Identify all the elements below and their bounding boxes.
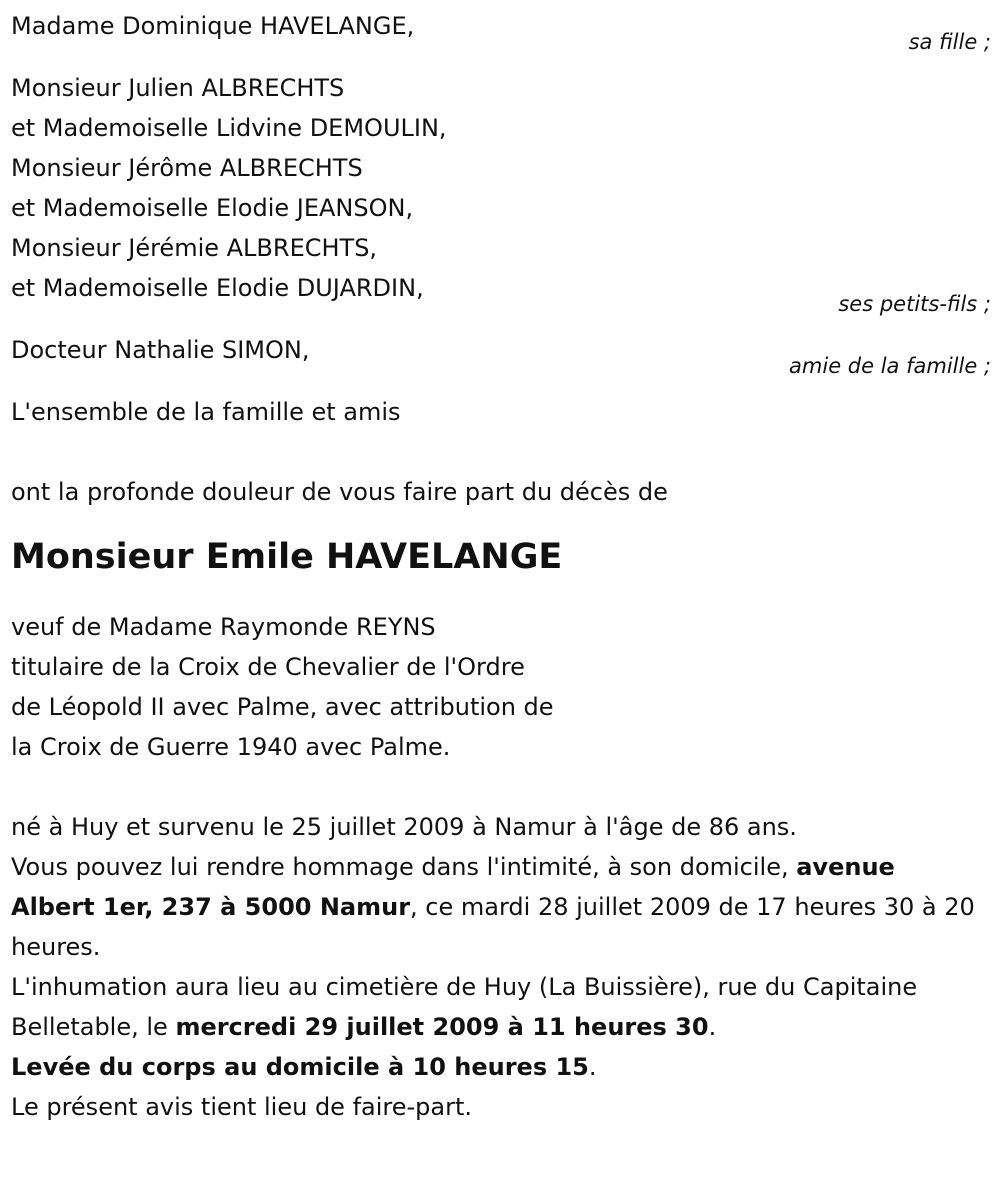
grandsons-group bbox=[11, 68, 991, 316]
daughter-role: sa fille ; bbox=[908, 30, 991, 54]
friend-role: amie de la famille ; bbox=[789, 354, 991, 378]
grandson-line: et Mademoiselle Lidvine DEMOULIN, bbox=[11, 114, 447, 142]
details-block bbox=[11, 807, 991, 1127]
tribute-intro: Vous pouvez lui rendre hommage dans l'intimité, à son domicile, bbox=[11, 853, 797, 881]
tribute-paragraph bbox=[11, 847, 986, 967]
tribute-schedule: , ce mardi 28 juillet 2009 de 17 heures 30 à 20 heures. bbox=[11, 893, 975, 961]
closing-paragraph bbox=[11, 1087, 986, 1127]
bio-line: veuf de Madame Raymonde REYNS bbox=[11, 613, 436, 641]
grandson-line: Monsieur Jérémie ALBRECHTS, bbox=[11, 234, 378, 262]
grandson-line: et Mademoiselle Elodie JEANSON, bbox=[11, 194, 414, 222]
burial-paragraph bbox=[11, 967, 986, 1047]
others-line: L'ensemble de la famille et amis bbox=[11, 398, 401, 426]
birth-death-paragraph bbox=[11, 807, 986, 847]
grandson-line: et Mademoiselle Elodie DUJARDIN, bbox=[11, 274, 424, 302]
obituary-notice bbox=[11, 6, 991, 1127]
friend-name: Docteur Nathalie SIMON, bbox=[11, 336, 310, 364]
spacer bbox=[11, 432, 991, 472]
bio-line: la Croix de Guerre 1940 avec Palme. bbox=[11, 733, 451, 761]
burial-intro: L'inhumation aura lieu au cimetière de Huy (La Buissière), rue du Capitaine Belletable, le bbox=[11, 973, 918, 1041]
spacer bbox=[11, 767, 991, 807]
deceased-name: Monsieur Emile HAVELANGE bbox=[11, 537, 563, 577]
levee-paragraph bbox=[11, 1047, 986, 1087]
bio-line: titulaire de la Croix de Chevalier de l'Ordre bbox=[11, 653, 525, 681]
grandsons-role: ses petits-fils ; bbox=[838, 292, 991, 316]
bio-line: de Léopold II avec Palme, avec attribution de bbox=[11, 693, 554, 721]
grandson-line: Monsieur Julien ALBRECHTS bbox=[11, 74, 345, 102]
announcement-line: ont la profonde douleur de vous faire part du décès de bbox=[11, 478, 668, 506]
closing-text: Le présent avis tient lieu de faire-part. bbox=[11, 1093, 473, 1121]
levee-end: . bbox=[588, 1053, 597, 1081]
friend-group bbox=[11, 330, 991, 378]
daughter-group bbox=[11, 6, 991, 54]
birth-death-text: né à Huy et survenu le 25 juillet 2009 à Namur à l'âge de 86 ans. bbox=[11, 813, 797, 841]
burial-end: . bbox=[708, 1013, 717, 1041]
levee-text: Levée du corps au domicile à 10 heures 15 bbox=[11, 1053, 589, 1081]
grandson-line: Monsieur Jérôme ALBRECHTS bbox=[11, 154, 363, 182]
burial-date: mercredi 29 juillet 2009 à 11 heures 30 bbox=[175, 1013, 709, 1041]
tribute-address: avenue Albert 1er, 237 à 5000 Namur bbox=[11, 853, 895, 921]
daughter-name: Madame Dominique HAVELANGE, bbox=[11, 12, 415, 40]
bio-block bbox=[11, 607, 991, 767]
